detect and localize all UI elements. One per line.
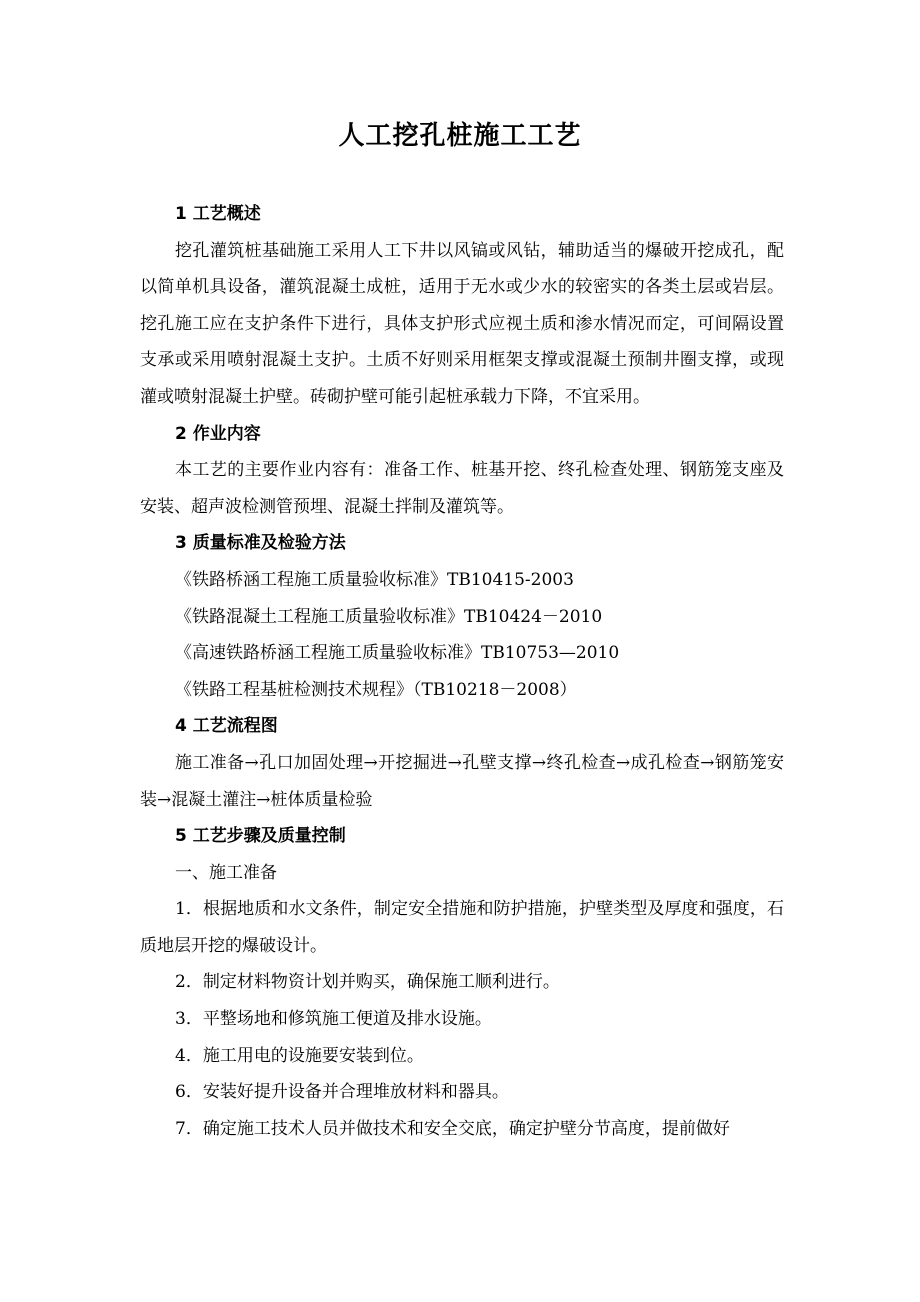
standard-item: 《铁路桥涵工程施工质量验收标准》TB10415-2003 <box>175 569 574 590</box>
document-title: 人工挖孔桩施工工艺 <box>338 121 582 151</box>
section-2-paragraph: 本工艺的主要作业内容有：准备工作、桩基开挖、终孔检查处理、钢筋笼支座及安装、超声波检测管预埋、混凝土拌制及灌筑等。 <box>140 460 784 517</box>
section-heading-4: 4 工艺流程图 <box>175 716 278 737</box>
section-heading-3: 3 质量标准及检验方法 <box>175 533 346 554</box>
step-item: 2．制定材料物资计划并购买，确保施工顺利进行。 <box>175 972 560 993</box>
step-item: 1．根据地质和水文条件，制定安全措施和防护措施，护壁类型及厚度和强度，石质地层开挖的爆破设计。 <box>140 899 784 956</box>
document-body <box>140 196 784 1147</box>
step-item: 6．安装好提升设备并合理堆放材料和器具。 <box>175 1082 509 1103</box>
standard-item: 《铁路混凝土工程施工质量验收标准》TB10424－2010 <box>175 606 603 627</box>
subsection-heading: 一、施工准备 <box>175 862 277 883</box>
section-1-paragraph: 挖孔灌筑桩基础施工采用人工下井以风镐或风钻，辅助适当的爆破开挖成孔，配以简单机具设备，灌筑混凝土成桩，适用于无水或少水的较密实的各类土层或岩层。挖孔施工应在支护条件下进行，具体支护形式应视土质和渗水情况而定，可间隔设置支承或采用喷射混凝土支护。土质不好则采用框架支撑或混凝土预制井圈支撑，或现灌或喷射混凝土护壁。砖砌护壁可能引起桩承载力下降，不宜采用。 <box>140 240 784 407</box>
step-item: 3．平整场地和修筑施工便道及排水设施。 <box>175 1009 492 1030</box>
section-heading-5: 5 工艺步骤及质量控制 <box>175 826 346 847</box>
step-item: 7．确定施工技术人员并做技术和安全交底，确定护壁分节高度，提前做好 <box>175 1118 730 1139</box>
section-heading-2: 2 作业内容 <box>175 423 261 444</box>
section-heading-1: 1 工艺概述 <box>175 204 261 224</box>
process-flow-text: 施工准备→孔口加固处理→开挖掘进→孔壁支撑→终孔检查→成孔检查→钢筋笼安装→混凝土灌注→桩体质量检验 <box>140 752 784 810</box>
standard-item: 《高速铁路桥涵工程施工质量验收标准》TB10753—2010 <box>175 643 620 664</box>
standard-item: 《铁路工程基桩检测技术规程》（TB10218－2008） <box>175 679 577 700</box>
step-item: 4．施工用电的设施要安装到位。 <box>175 1045 424 1066</box>
